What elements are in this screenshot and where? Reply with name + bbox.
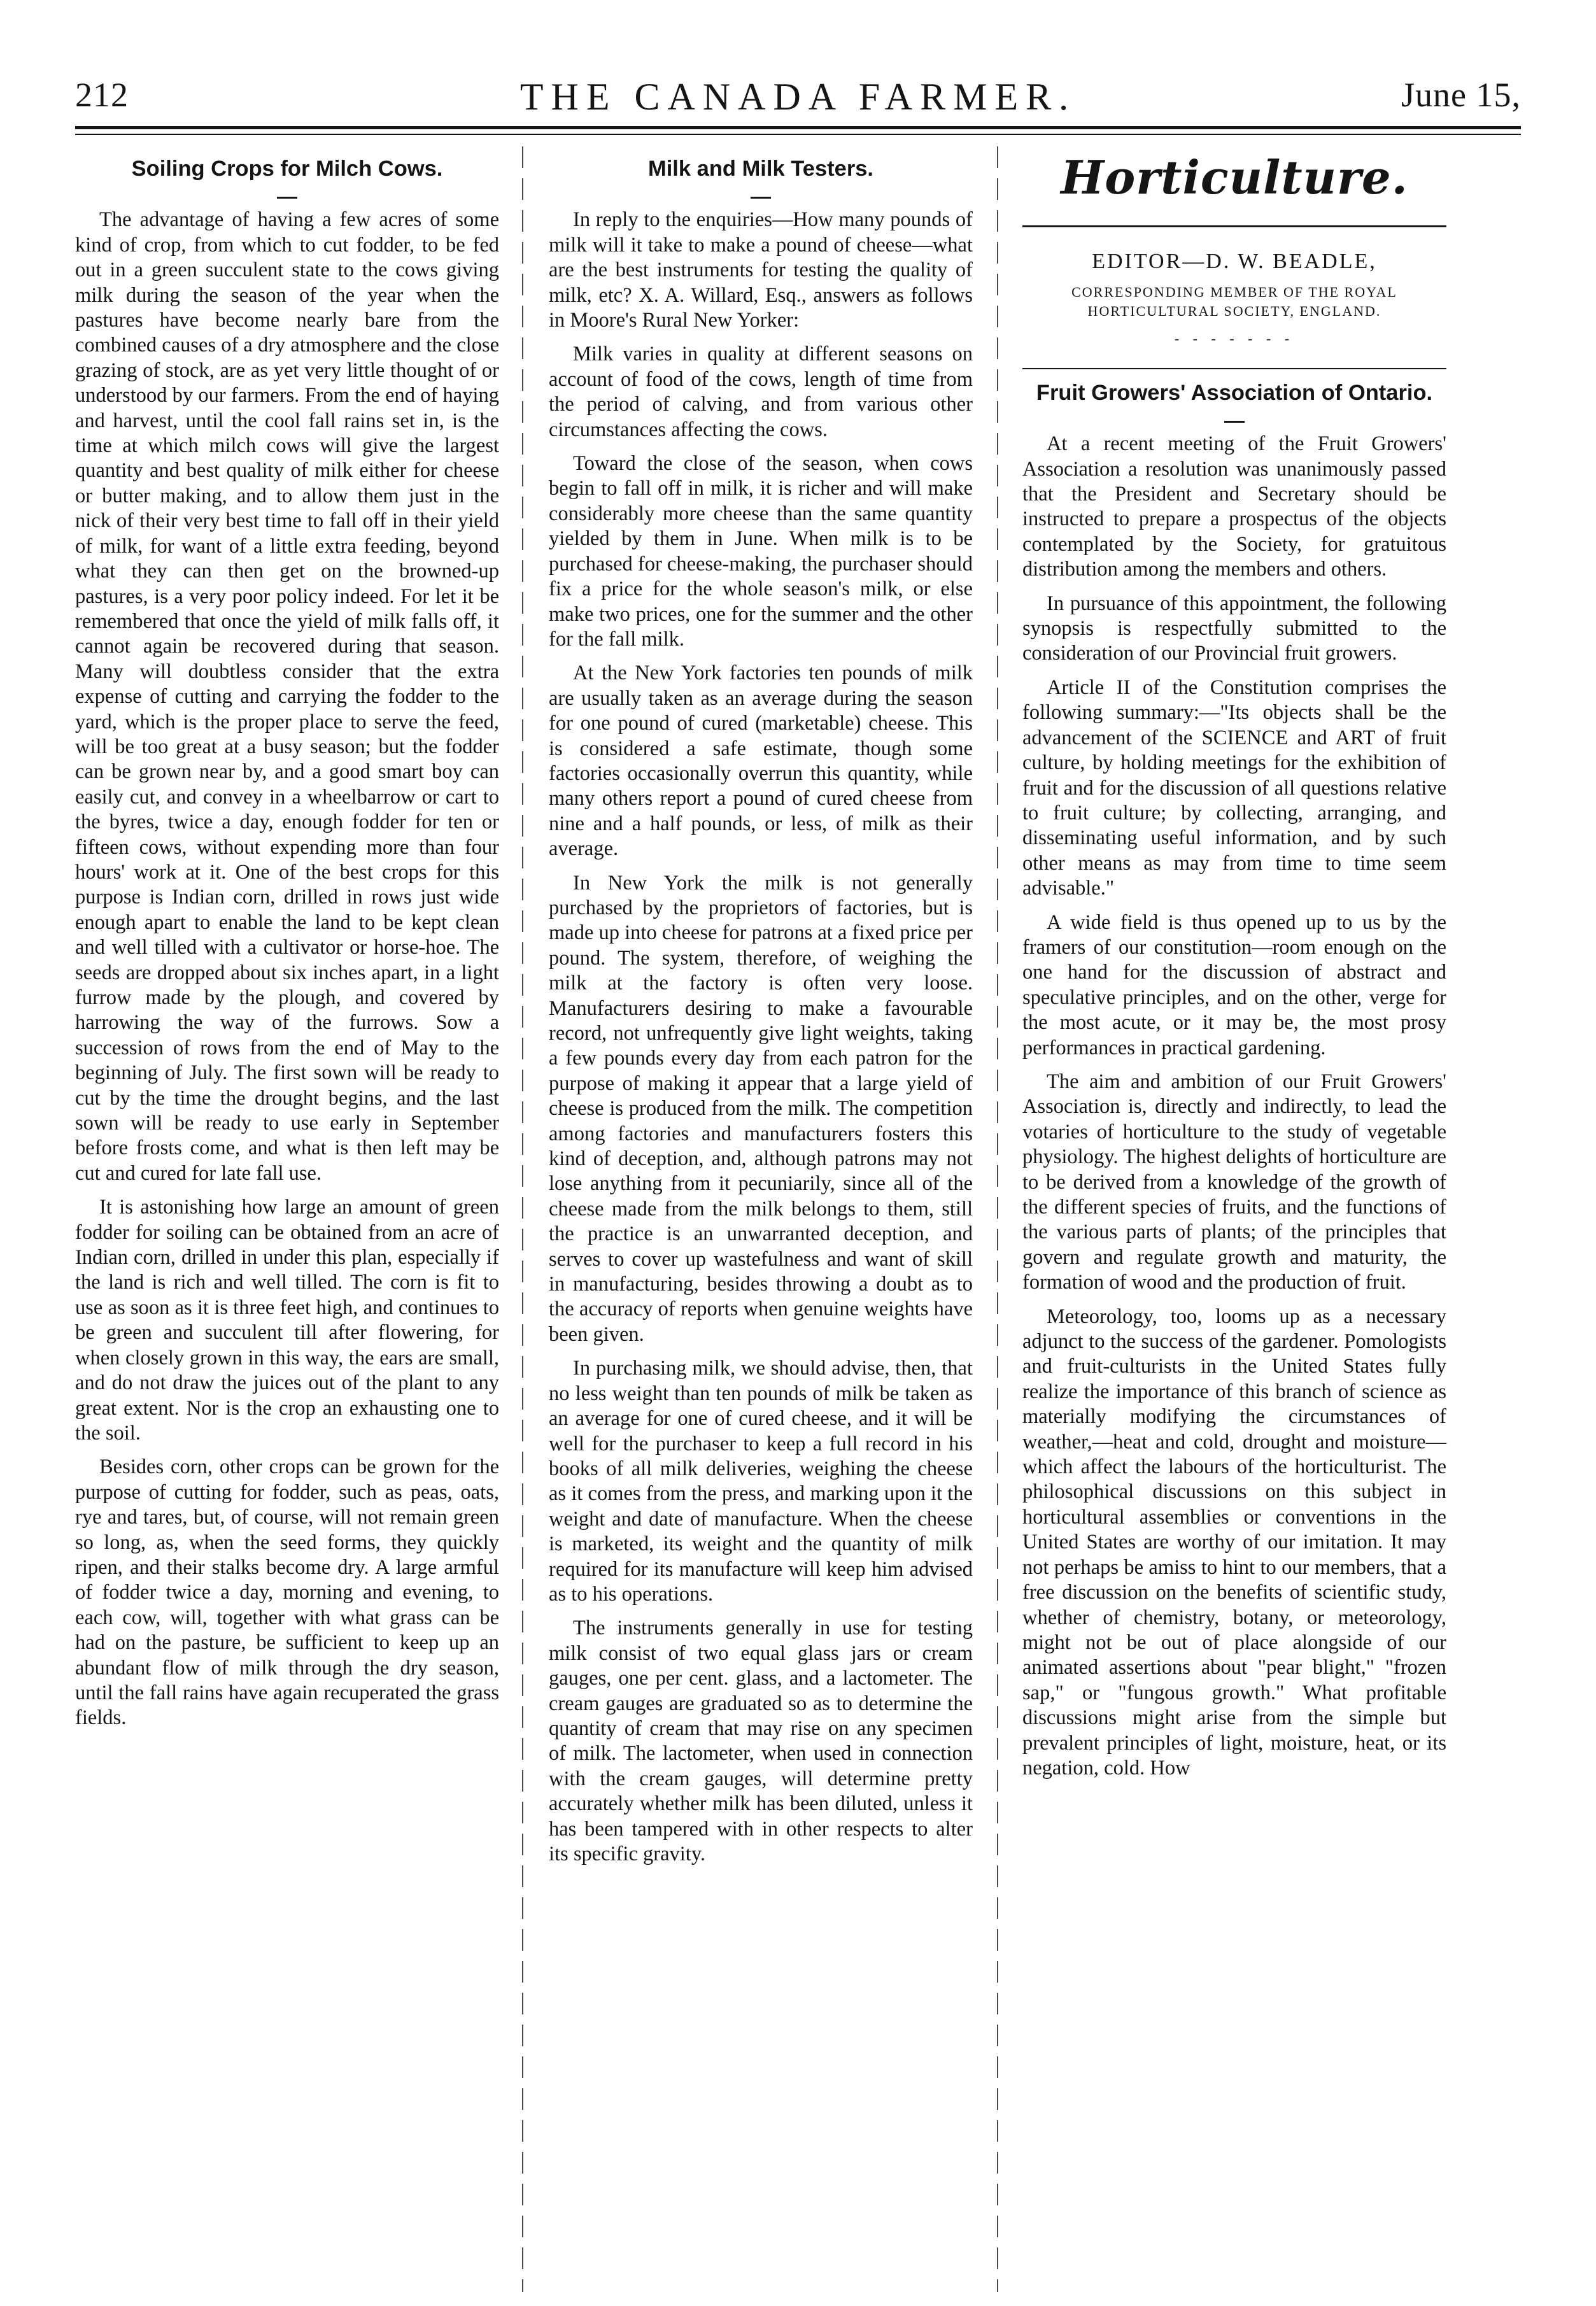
page-number: 212	[75, 76, 129, 114]
article-paragraph: Article II of the Constitution comprises the following summary:—"Its objects shall be the advancement of the SCIENCE and ART of fruit culture, by holding meetings for the exhibition of fruit and for the discussion of all questions relative to fruit culture; by collecting, arranging, and disseminating useful information, and by such other means as may from time to time seem advisable."	[1022, 676, 1446, 900]
column-divider-1	[522, 146, 523, 2292]
article-paragraph: Toward the close of the season, when cows begin to fall off in milk, it is richer and will make considerably more cheese than the same quantity yielded by them in June. When milk is to be purchased for cheese-making, the purchaser should fix a price for the whole season's milk, or else make two prices, one for the summer and the other for the fall milk.	[549, 452, 973, 651]
article-paragraph: In purchasing milk, we should advise, then, that no less weight than ten pounds of milk be taken as an average for one of cured cheese, and it will be well for the purchaser to keep a full record in his books of all milk deliveries, weighing the cheese as it comes from the press, and marking upon it the weight and date of manufacture. When the cheese is marketed, its weight and the quantity of milk required for its manufacture will keep him advised as to his operations.	[549, 1357, 973, 1606]
article-paragraph: Milk varies in quality at different seasons on account of food of the cows, length of time from the period of calving, and from various other circumstances affecting the cows.	[549, 343, 973, 441]
short-dash-rule: - - - - - - -	[1174, 330, 1295, 347]
article-heading-fruit-growers: Fruit Growers' Association of Ontario.	[1036, 380, 1433, 405]
editor-affiliation: CORRESPONDING MEMBER OF THE ROYAL HORTICULTURAL SOCIETY, ENGLAND.	[1071, 284, 1397, 320]
issue-date: June 15,	[1401, 76, 1521, 114]
column-milk-testers	[549, 145, 973, 1876]
article-paragraph: The advantage of having a few acres of some kind of crop, from which to cut fodder, to be fed out in a green succulent state to the cows giving milk during the season of the year when the pastures have become nearly bare from the combined causes of a dry atmosphere and the close grazing of stock, are as yet very little thought of or understood by our farmers. From the end of haying and harvest, until the cool fall rains set in, is the time at which milch cows will give the largest quantity and best quality of milk either for cheese or butter making, and to allow them just in the nick of their very best time to fall off in their yield of milk, for want of a little extra feeding, beyond what they can then get on the browned-up pastures, is a very poor policy indeed. For let it be remembered that once the yield of milk falls off, it cannot again be recovered during that season. Many will doubtless consider that the extra expense of cutting and carrying the fodder to the yard, which is the proper place to serve the feed, will be too great at a busy season; but the fodder can be grown near by, and a good smart boy can easily cut, and convey in a wheelbarrow or cart to the byres, twice a day, enough fodder for ten or fifteen cows, without expending more than four hours' work at it. One of the best crops for this purpose is Indian corn, drilled in rows just wide enough apart to enable the land to be kept clean and well tilled with a cultivator or horse-hoe. The seeds are dropped about six inches apart, in a light furrow made by the plough, and covered by harrowing the way of the furrows. Sow a succession of rows from the end of May to the beginning of July. The first sown will be ready to cut by the time the drought begins, and the last sown will be ready to use early in September before frosts come, and what is then left may be cut and cured for late fall use.	[75, 208, 500, 1185]
article-paragraph: In reply to the enquiries—How many pounds of milk will it take to make a pound of cheese—what are the best instruments for testing the quality of milk, etc? X. A. Willard, Esq., answers as follows in Moore's Rural New Yorker:	[549, 208, 973, 332]
section-rule	[1022, 225, 1446, 227]
article-paragraph: In New York the milk is not generally purchased by the proprietors of factories, but is made up into cheese for patrons at a fixed price per pound. The system, therefore, of weighing the milk at the factory is often very loose. Manufacturers desiring to make a favourable record, not unfrequently give light weights, taking a few pounds every day from each patron for the purpose of making it appear that a large yield of cheese is produced from the milk. The competition among factories and manufacturers fosters this kind of deception, and, although patrons may not lose anything from it pecuniarily, since all of the cheese made from the milk belongs to them, still the practice is an unwarranted deception, and serves to cover up wastefulness and want of skill in manufacturing, besides throwing a doubt as to the accuracy of reports when genuine weights have been given.	[549, 871, 973, 1346]
article-paragraph: It is astonishing how large an amount of green fodder for soiling can be obtained from an acre of Indian corn, drilled in under this plan, especially if the land is rich and well tilled. The corn is fit to use as soon as it is three feet high, and continues to be green and succulent till after flowering, for when closely grown in this way, the ears are small, and do not draw the juices out of the plant to any great extent. Nor is the crop an exhausting one to the soil.	[75, 1196, 499, 1445]
column-soiling-crops	[75, 145, 499, 1740]
article-paragraph: In pursuance of this appointment, the following synopsis is respectfully submitted to the consideration of our Provincial fruit growers.	[1022, 591, 1446, 665]
section-rule	[1022, 368, 1446, 369]
article-paragraph: Meteorology, too, looms up as a necessary adjunct to the success of the gardener. Pomologists and fruit-culturists in the United States fully realize the importance of this branch of science as materially modifying the circumstances of weather,—heat and cold, drought and moisture—which affect the labours of the horticulturist. The philosophical discussions on this subject in horticultural assemblies or conventions in the United States are worthy of our imitation. It may not perhaps be amiss to hint to our members, that a free discussion on the benefits of scientific study, whether of chemistry, botany, or meteorology, might not be out of place alongside of our animated assertions about "pear blight," "frozen sap," or "fungous growth." What profitable discussions might arise from the simple but prevalent principles of light, moisture, heat, or its negation, cold. How	[1022, 1305, 1446, 1779]
masthead-rule-thick	[75, 126, 1521, 129]
section-title-horticulture: Horticulture.	[1061, 150, 1408, 204]
editor-line: EDITOR—D. W. BEADLE,	[1092, 250, 1377, 273]
masthead	[75, 75, 1521, 126]
article-heading-soiling-crops: Soiling Crops for Milch Cows.	[131, 157, 443, 181]
article-heading-milk-testers: Milk and Milk Testers.	[647, 157, 874, 181]
column-horticulture	[1022, 145, 1446, 1790]
column-divider-2	[997, 146, 998, 2292]
heading-dash	[1022, 409, 1446, 423]
masthead-rule-thin	[75, 134, 1521, 135]
newspaper-title: THE CANADA FARMER.	[519, 76, 1077, 118]
heading-dash	[75, 185, 499, 199]
article-paragraph: The instruments generally in use for testing milk consist of two equal glass jars or cream gauges, one per cent. glass, and a lactometer. The cream gauges are graduated so as to determine the quantity of cream that may rise on any specimen of milk. The lactometer, when used in connection with the cream gauges, will determine pretty accurately whether milk has been diluted, unless it has been tampered with in other respects to alter its specific gravity.	[549, 1616, 973, 1865]
heading-dash	[549, 185, 973, 199]
article-paragraph: At a recent meeting of the Fruit Growers' Association a resolution was unanimously passed that the President and Secretary should be instructed to prepare a prospectus of the objects contemplated by the Society, for gratuitous distribution among the members and others.	[1022, 432, 1446, 581]
article-paragraph: The aim and ambition of our Fruit Growers' Association is, directly and indirectly, to lead the votaries of horticulture to the study of vegetable physiology. The highest delights of horticulture are to be derived from a knowledge of the growth of the different species of fruits, and the functions of the various parts of plants; of the principles that govern and regulate growth and maturity, the formation of wood and the production of fruit.	[1022, 1070, 1446, 1294]
article-paragraph: At the New York factories ten pounds of milk are usually taken as an average during the season for one pound of cured (marketable) cheese. This is considered a safe estimate, though some factories occasionally overrun this quantity, while many others report a pound of cured cheese from nine and a half pounds, or less, of milk as their average.	[549, 661, 973, 861]
article-paragraph: Besides corn, other crops can be grown for the purpose of cutting for fodder, such as peas, oats, rye and tares, but, of course, will not remain green so long, as, when the seed forms, they quickly ripen, and their stalks become dry. A large armful of fodder twice a day, morning and evening, to each cow, will, together with what grass can be had on the pasture, be sufficient to keep up an abundant flow of milk through the dry season, until the fall rains have again recuperated the grass fields.	[75, 1455, 499, 1730]
article-paragraph: A wide field is thus opened up to us by the framers of our constitution—room enough on the one hand for the discussion of abstract and speculative principles, and on the other, verge for the most acute, or it may be, the most prosy performances in practical gardening.	[1022, 910, 1446, 1059]
